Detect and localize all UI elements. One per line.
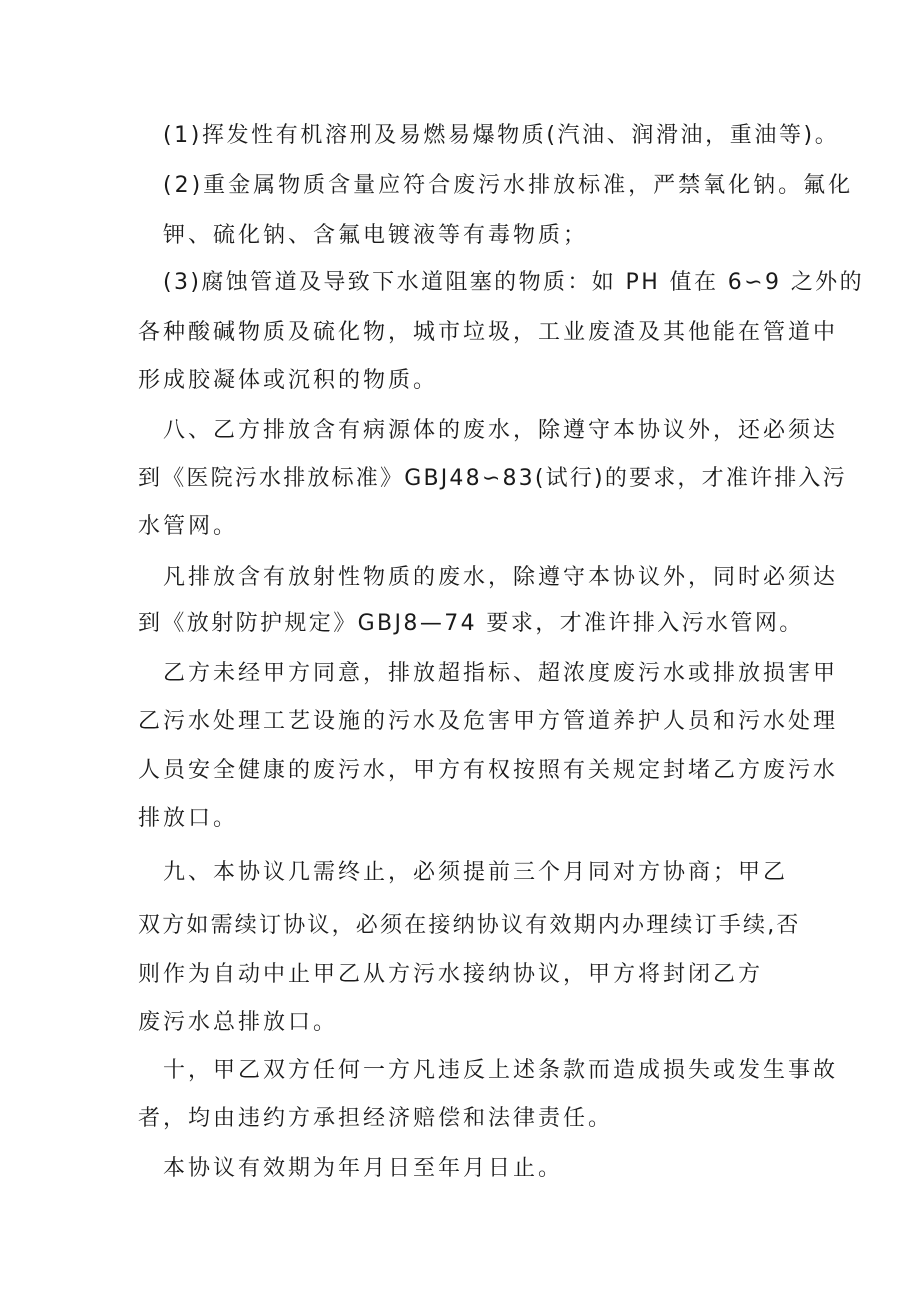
text-line: (2)重金属物质含量应符合废污水排放标准，严禁氧化钠。氟化 [163,173,854,198]
text-line: 乙方未经甲方同意，排放超指标、超浓度废污水或排放损害甲 [163,661,839,686]
text-line: 本协议有效期为年月日至年月日止。 [163,1156,564,1181]
text-line: 水管网。 [138,514,239,539]
text-line: 乙污水处理工艺设施的污水及危害甲方管道养护人员和污水处理 [138,709,839,734]
text-line: (3)腐蚀管道及导致下水道阻塞的物质：如 PH 值在 6∽9 之外的 [163,270,864,295]
text-line: 排放口。 [138,806,239,831]
text-line: 到《医院污水排放标准》GBJ48∽83(试行)的要求，才准许排入污 [138,466,847,491]
text-line: 凡排放含有放射性物质的废水，除遵守本协议外，同时必须达 [163,565,839,590]
text-line: 人员安全健康的废污水，甲方有权按照有关规定封堵乙方废污水 [138,758,839,783]
text-line: 废污水总排放口。 [138,1010,339,1035]
text-line: 钾、硫化钠、含氟电镀液等有毒物质； [163,223,589,248]
text-line: 双方如需续订协议，必须在接纳协议有效期内办理续订手续,否 [138,913,801,938]
text-line: 十，甲乙双方任何一方凡违反上述条款而造成损失或发生事故 [163,1058,839,1083]
text-line: 则作为自动中止甲乙从方污水接纳协议，甲方将封闭乙方 [138,962,764,987]
text-line: 形成胶凝体或沉积的物质。 [138,368,439,393]
text-line: 九、本协议几需终止，必须提前三个月同对方协商；甲乙 [163,860,789,885]
text-line: (1)挥发性有机溶刑及易燃易爆物质(汽油、润滑油，重油等)。 [163,123,840,148]
text-line: 者，均由违约方承担经济赔偿和法律责任。 [138,1106,614,1131]
text-line: 到《放射防护规定》GBJ8—74 要求，才准许排入污水管网。 [138,611,804,636]
text-line: 各种酸碱物质及硫化物，城市垃圾，工业废渣及其他能在管道中 [138,320,839,345]
text-line: 八、乙方排放含有病源体的废水，除遵守本协议外，还必须达 [163,418,839,443]
